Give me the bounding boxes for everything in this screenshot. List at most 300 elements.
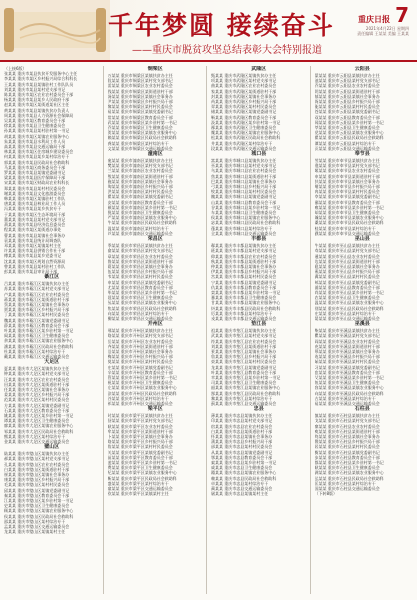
text-line: 俞某某 重庆市荣昌区某村党支部书记 (107, 248, 173, 254)
text-line: 靳某某 重庆市梁平区民政局社会救助科 (107, 475, 177, 481)
text-line: 潘某某 重庆市綦江区民政局社会救助科 (4, 343, 74, 349)
text-line: 严某某 重庆市潼南区某镇农业服务中心 (107, 215, 177, 221)
text-line: 仰某某 重庆市丰都县农业农村委员会 (211, 253, 277, 259)
text-line: 慎某某 重庆市石柱县某镇扶贫办主任 (314, 413, 380, 419)
section-heading: 巫山县 (354, 236, 370, 243)
text-line: 石某某 重庆市大足区教育委员会干部 (4, 407, 70, 413)
text-line: 殷某某 重庆市潼南区某街道驻村干部 (107, 173, 173, 179)
text-line: 池某某 重庆市云阳县某村党支部书记 (314, 78, 380, 84)
column-2 (108, 66, 208, 594)
text-line: 焦某某 重庆市荣昌区民政局社会救助科 (107, 305, 177, 311)
text-line: 茹某某 重庆市巫溪县某村村民委员会 (314, 359, 380, 365)
text-line: 丁某某 重庆市綦江区某村村民委员会 (4, 312, 70, 318)
text-line: 雍某某 重庆市奉节县某乡驻村第一书记 (314, 204, 384, 210)
text-line: 芦某某 重庆市潼南区交通运输委员会 (107, 230, 173, 236)
text-line: 汲某某 重庆市武隆区某乡驻村第一书记 (211, 119, 281, 125)
text-line: 龚某某 重庆市铜梁区某村综治专干 (107, 140, 169, 146)
text-line: 翟某某 重庆市潼南区某镇党委副书记 (107, 194, 173, 200)
text-line: 童某某 重庆市梁平区交通运输委员会 (107, 486, 173, 492)
text-line: 牛某某 重庆市潼南区民政局社会救助科 (107, 220, 177, 226)
text-line: 陶某某 重庆市潼南区乡村振兴局干部 (107, 184, 173, 190)
text-line: 万某某 重庆市铜梁区某镇扶贫办主任 (107, 73, 173, 78)
text-line: 沿某某 重庆市开州区某镇社会事务办 (107, 348, 173, 354)
text-line: 时某某 重庆市梁平区某镇扶贫办主任 (107, 413, 173, 419)
text-line: 咸某某 重庆市忠县卫生健康委员会 (211, 465, 273, 471)
text-line: 厉某某 重庆市丰都县某村综治专干 (211, 310, 273, 316)
text-line: 能某某 重庆市云阳县某村村民委员会 (314, 104, 380, 110)
text-line: 廖某某 重庆市大足区某镇农业服务中心 (4, 423, 74, 429)
text-line: 傅某某 重庆市某县某乡党委书记 (4, 253, 62, 259)
text-line: 戎某某 重庆市丰都县交通运输委员会 (211, 315, 277, 321)
text-line: 冉某某 重庆市奉节县某村村民委员会 (314, 189, 380, 195)
text-line: 弓某某 重庆市城口县乡村振兴局干部 (211, 184, 277, 190)
column-3 (211, 66, 311, 594)
text-line: 顾某某 重庆市璧山区某镇农业服务中心 (4, 508, 74, 514)
text-line: 羿某某 重庆市武隆区某村村民委员会 (211, 104, 277, 110)
text-line: 金某某 重庆市大足区交通运输委员会 (4, 439, 70, 445)
text-line: 印某某 重庆市忠县某村党支部书记 (211, 418, 273, 424)
text-line: 谷某某 重庆市开州区某村综治专干 (107, 395, 169, 401)
text-line: 暴某某 重庆市丰都县卫生健康委员会 (211, 295, 277, 301)
text-line: 郜某某 重庆市垫江县民政局社会救助科 (211, 390, 281, 396)
text-line: 齐某某 重庆市开州区某街道驻村干部 (107, 343, 173, 349)
text-line: 李某某 重庆市某区乡村振兴局综合科科长 (4, 76, 78, 82)
text-line: 全某某 重庆市城口县交通运输委员会 (211, 230, 277, 236)
text-line: 宰某某 重庆市奉节县某镇党委副书记 (314, 194, 380, 200)
text-line: 屠某某 重庆市忠县某镇某村主任 (211, 491, 269, 497)
section-heading: 武隆区 (251, 66, 267, 72)
text-line: 瞿某某 重庆市巫溪县某村党支部书记 (314, 333, 380, 339)
text-line: 郭某某 重庆市某县民政局社会救助科 (4, 159, 70, 165)
text-line: 史某某 重庆市璧山区卫生健康委员会 (4, 503, 70, 509)
text-line: 冀某某 重庆市巫山县某村村民委员会 (314, 274, 380, 280)
scroll-decoration-icon (0, 0, 110, 60)
text-line: 祝某某 重庆市开州区卫生健康委员会 (107, 380, 173, 386)
text-line: 易某某 重庆市巫溪县交通运输委员会 (314, 400, 380, 406)
text-line: 贡某某 重庆市云阳县交通运输委员会 (314, 145, 380, 151)
text-line: 蒋某某 重庆市綦江区某街道驻村干部 (4, 296, 70, 302)
text-line: 邴某某 重庆市武隆区卫生健康委员会 (211, 125, 277, 131)
text-line: 纪某某 重庆市梁平区某镇农业服务中心 (107, 470, 177, 476)
text-line: 邢某某 重庆市开州区某镇扶贫办主任 (107, 328, 173, 334)
text-line: 巴某某 重庆市城口县某镇社会事务办 (211, 178, 277, 184)
text-line: 古某某 重庆市巫溪县某村综治专干 (314, 395, 376, 401)
text-line: 易某某 重庆市铜梁区某镇党委副书记 (107, 109, 173, 115)
text-line: 尹某某 重庆市铜梁区乡村振兴局干部 (107, 99, 173, 105)
text-line: 晏某某 重庆市巫山县交通运输委员会 (314, 315, 380, 321)
text-line: 刘某某 重庆市某县某村党支部书记 (4, 86, 66, 92)
text-line: 左某某 重庆市开州区某镇农业服务中心 (107, 385, 177, 391)
text-line: 夏某某 重庆市大足区某镇扶贫办主任 (4, 366, 70, 372)
text-line: 农某某 重庆市巫山县卫生健康委员会 (314, 295, 380, 301)
text-line: 蔡某某 重庆市綦江区某镇社会事务办 (4, 301, 70, 307)
text-line: 吕某某 重庆市綦江区某镇扶贫办主任 (4, 281, 70, 287)
text-line: 甘某某 重庆市丰都县某镇农业服务中心 (211, 300, 281, 306)
text-line: 周某某 重庆市某县人力资源社会保障局 (4, 112, 74, 118)
text-line: 束某某 重庆市垫江县某村村民委员会 (211, 359, 277, 365)
article-columns (4, 66, 413, 594)
text-line: 刘某某 重庆市垫江县某街道驻村干部 (211, 343, 277, 349)
text-line: 都某某 重庆市石柱县某乡驻村第一书记 (314, 460, 384, 466)
text-line: 吴某某 重庆市某区教育委员会干部 (4, 118, 66, 124)
text-line: 费某某 重庆市梁平区卫生健康委员会 (107, 465, 173, 471)
text-line: 秦某某 重庆市璧山区教育委员会干部 (4, 492, 70, 498)
text-line: 向某某 重庆市巫溪县民政局社会救助科 (314, 390, 384, 396)
text-line: 乌某某 重庆市城口县农业农村委员会 (211, 168, 277, 174)
text-line: 温某某 重庆市巫山县某镇农业服务中心 (314, 300, 384, 306)
text-line: （上接6版） (4, 66, 27, 71)
text-line: 韦某某 重庆市荣昌区某村村民委员会 (107, 274, 173, 280)
text-line: 卜某某 重庆市梁平区某镇社会事务办 (107, 434, 173, 439)
text-line: 唐某某 重庆市某县林业局工作人员 (4, 201, 66, 207)
text-line: 谢某某 重庆市某县文化旅游委员会 (4, 190, 66, 196)
text-line: 季某某 重庆市荣昌区某镇扶贫办主任 (107, 243, 173, 249)
text-line: 柳某某 重庆市荣昌区交通运输委员会 (107, 315, 173, 321)
text-line: 赵某某 重庆市某区某街道某社区主任 (4, 102, 70, 108)
text-line: 胥某某 重庆市云阳县乡村振兴局干部 (314, 99, 380, 105)
text-line: 景某某 重庆市垫江县某镇社会事务办 (211, 348, 277, 354)
text-line: 连某某 重庆市巫溪县乡村振兴局干部 (314, 354, 380, 360)
text-line: 满某某 重庆市石柱县某镇农业服务中心 (314, 470, 384, 476)
text-line: 仇某某 重庆市丰都县教育委员会干部 (211, 284, 277, 290)
text-line: 段某某 重庆市铜梁区某村党支部书记 (107, 78, 173, 84)
page-header (0, 0, 417, 62)
text-line: 司某某 重庆市垫江县卫生健康委员会 (211, 380, 277, 386)
text-line: 苍某某 重庆市云阳县某镇党委副书记 (314, 109, 380, 115)
text-line: 卓某某 重庆市忠县某村综治专干 (211, 480, 269, 486)
column-1 (4, 66, 104, 594)
text-line: 何某某 重庆市某县某乡某村综治专干 (4, 154, 70, 160)
text-line: 松某某 重庆市武隆区民政局社会救助科 (211, 135, 281, 141)
text-line: 桑某某 重庆市奉节县民政局社会救助科 (314, 220, 384, 226)
text-line: 许某某 重庆市某县供销合作社干部 (4, 248, 66, 254)
text-line: 向某某 重庆市荣昌区某村综治专干 (107, 310, 169, 316)
text-line: 弘某某 重庆市石柱县民政局社会救助科 (314, 475, 384, 481)
section-heading: 开州区 (147, 321, 163, 328)
text-line: 萧某某 重庆市某县经济信息委员会 (4, 222, 66, 228)
text-line: 党某某 重庆市云阳县某镇农业服务中心 (314, 130, 384, 136)
text-line: 白某某 重庆市璧山区某街道驻村干部 (4, 466, 70, 472)
text-line: 白某某 重庆市忠县某街道驻村干部 (211, 428, 273, 434)
text-line: 庾某某 重庆市石柱县某街道驻村干部 (314, 428, 380, 434)
text-line: 毛某某 重庆市璧山区某村村民委员会 (4, 482, 70, 488)
text-line: 郝某某 重庆市璧山区某村党支部书记 (4, 456, 70, 462)
text-line: 钭某某 重庆市丰都县民政局社会救助科 (211, 305, 281, 311)
text-line: 涂某某 重庆市开州区民政局社会救助科 (107, 390, 177, 396)
newspaper-name: 重庆日报 (357, 15, 390, 24)
text-line: 欧某某 重庆市梁平区某镇某村主任 (107, 491, 169, 497)
text-line: 谭某某 重庆市云阳县某村综治专干 (314, 140, 376, 146)
text-line: 辛某某 重庆市开州区教育委员会干部 (107, 369, 173, 375)
text-line: 扶某某 重庆市奉节县某镇社会事务办 (314, 178, 380, 184)
section-heading: 云阳县 (354, 66, 370, 72)
text-line: 山某某 重庆市城口县教育委员会干部 (211, 199, 277, 205)
text-line: 鲁某某 重庆市荣昌区某街道驻村干部 (107, 258, 173, 264)
text-line: 凌某某 重庆市梁平区某乡驻村第一书记 (107, 460, 177, 466)
text-line: 扈某某 重庆市巫山县某镇社会事务办 (314, 263, 380, 269)
text-line: 孟某某 重庆市璧山区交通运输委员会 (4, 524, 70, 530)
text-line: 钟某某 重庆市大足区某村党支部书记 (4, 371, 70, 377)
text-line: 糜某某 重庆市武隆区某镇农业服务中心 (211, 130, 281, 136)
text-line: 熊某某 重庆市大足区某村综治专干 (4, 433, 66, 439)
text-line: 宿某某 重庆市忠县农业农村委员会 (211, 423, 273, 429)
text-line: 莫某某 重庆市开州区某村村民委员会 (107, 359, 173, 365)
text-line: 甄某某 重庆市武隆区某镇扶贫办主任 (211, 73, 277, 78)
text-line: 翟某某 重庆市云阳县民政局社会救助科 (314, 135, 384, 141)
text-line: 梁某某 重庆市某县医疗保障局干部 (4, 175, 66, 181)
text-line: 终某某 重庆市石柱县某镇社会事务办 (314, 434, 380, 439)
text-line: 方某某 重庆市大足区某镇党委副书记 (4, 402, 70, 408)
text-line: 从某某 重庆市忠县某镇党委副书记 (211, 449, 273, 455)
text-line: 蒲某某 重庆市忠县乡村振兴局干部 (211, 439, 273, 445)
text-line: 于某某 重庆市某区生态环境局干部 (4, 211, 66, 217)
text-line: 曲某某 重庆市武隆区农业农村委员会 (211, 83, 277, 89)
text-line: 沈某某 重庆市某区规划自然资源局 (4, 258, 66, 264)
text-line: 车某某 重庆市城口县卫生健康委员会 (211, 210, 277, 216)
text-line: 路某某 重庆市梁平区乡村振兴局干部 (107, 439, 173, 445)
text-line: 巫某某 重庆市城口县某村党支部书记 (211, 163, 277, 169)
text-line: 牛某某 重庆市巫山县某镇扶贫办主任 (314, 243, 380, 249)
section-heading: 铜梁区 (147, 66, 163, 72)
section-heading: 巫溪县 (354, 321, 370, 328)
text-line: 郁某某 重庆市云阳县某镇社会事务办 (314, 93, 380, 99)
text-line: 双某某 重庆市云阳县教育委员会干部 (314, 114, 380, 120)
text-line: 谷某某 重庆市城口县某乡驻村第一书记 (211, 204, 281, 210)
text-line: 蓬某某 重庆市城口县某村综治专干 (211, 225, 273, 231)
text-line: 赖某某 重庆市铜梁区民政局社会救助科 (107, 135, 177, 141)
text-line: 章某某 重庆市荣昌区农业农村委员会 (107, 253, 173, 259)
text-line: 乔某某 重庆市云阳县农业农村委员会 (314, 83, 380, 89)
text-line: 艾某某 重庆市巫溪县某乡驻村第一书记 (314, 374, 384, 380)
text-line: 耿某某 重庆市石柱县卫生健康委员会 (314, 465, 380, 471)
text-line: 武某某 重庆市垫江县某村党支部书记 (211, 333, 277, 339)
page-meta-date: 2021年4月22日 星期四 (365, 26, 409, 31)
text-line: 阎某某 重庆市綦江区卫生健康委员会 (4, 333, 70, 339)
text-line: 戴某某 重庆市綦江区交通运输委员会 (4, 353, 70, 359)
text-line: 薄某某 重庆市忠县某镇扶贫办主任 (211, 413, 273, 419)
text-line: 岳某某 重庆市开州区农业农村委员会 (107, 338, 173, 344)
text-line: 关某某 重庆市梁平区某镇党委副书记 (107, 449, 173, 455)
text-line: 班某某 重庆市丰都县某村党支部书记 (211, 248, 277, 254)
text-line: 暨某某 重庆市石柱县乡村振兴局干部 (314, 439, 380, 445)
text-line: 陈某某 重庆市某区农业农村委员会干部 (4, 92, 74, 98)
text-line: 王某某 重庆市某县某镇驻村工作队队员 (4, 81, 74, 87)
text-line: 庞某某 重庆市潼南区某镇扶贫办主任 (107, 158, 173, 164)
text-line: 祁某某 重庆市开州区交通运输委员会 (107, 400, 173, 406)
text-line: 伊某某 重庆市丰都县乡村振兴局干部 (211, 269, 277, 275)
text-line: 充某某 重庆市巫溪县某街道驻村干部 (314, 343, 380, 349)
section-heading: 梁平区 (147, 406, 163, 413)
section-heading: 綦江区 (44, 274, 60, 281)
text-line: 项某某 重庆市武隆区某村党支部书记 (211, 78, 277, 84)
text-line: 管某某 重庆市开州区某乡驻村第一书记 (107, 374, 177, 380)
text-line: 邵某某 重庆市璧山区某村综治专干 (4, 518, 66, 524)
text-line: 常某某 重庆市铜梁区教育委员会干部 (107, 114, 173, 120)
text-line: 国某某 重庆市石柱县交通运输委员会 (314, 486, 380, 492)
text-line: 慕某某 重庆市巫溪县某镇社会事务办 (314, 348, 380, 354)
text-line: 蒙某某 重庆市云阳县某镇扶贫办主任 (314, 73, 380, 78)
section-heading: 奉节县 (354, 151, 370, 158)
text-line: 郑某某 重庆市某县某村村民委员会 (4, 185, 66, 191)
text-line: 施某某 重庆市潼南区某镇社会事务办 (107, 178, 173, 184)
text-line: 程某某 重庆市某区某街道办事处 (4, 227, 62, 233)
text-line: 姬某某 重庆市奉节县农业农村委员会 (314, 168, 380, 174)
section-heading: 城口县 (251, 151, 267, 158)
text-line: 叶某某 重庆市綦江区某乡驻村第一书记 (4, 327, 74, 333)
column-4 (315, 66, 414, 594)
text-line: 汤某某 重庆市铜梁区某镇社会事务办 (107, 93, 173, 99)
text-line: 寿某某 重庆市巫山县某村党支部书记 (314, 248, 380, 254)
text-line: 仲某某 重庆市丰都县某镇社会事务办 (211, 263, 277, 269)
text-line: （下转8版） (314, 491, 338, 497)
text-line: 宁某某 重庆市丰都县某镇党委副书记 (211, 279, 277, 285)
text-line: 杜某某 重庆市綦江区某村综治专干 (4, 348, 66, 354)
text-line: 郏某某 重庆市巫山县某镇党委副书记 (314, 279, 380, 285)
text-line: 桂某某 重庆市奉节县某村综治专干 (314, 225, 376, 231)
text-line: 戈某某 重庆市石柱县某村党支部书记 (314, 418, 380, 424)
text-line: 阴某某 重庆市云阳县某街道驻村干部 (314, 88, 380, 94)
text-line: 叶某某 重庆市垫江县教育委员会干部 (211, 369, 277, 375)
text-line: 倪某某 重庆市潼南区卫生健康委员会 (107, 210, 173, 216)
text-line: 祖某某 重庆市垫江县某镇扶贫办主任 (211, 328, 277, 334)
text-line: 梅某某 重庆市开州区乡村振兴局干部 (107, 354, 173, 360)
text-line: 贾某某 重庆市綦江区乡村振兴局干部 (4, 307, 70, 313)
text-line: 钱某某 重庆市铜梁区某街道驻村干部 (107, 88, 173, 94)
text-line: 冯某某 重庆市某县某乡扶贫专干 (4, 206, 62, 212)
text-line: 兰某某 重庆市潼南区农业农村委员会 (107, 168, 173, 174)
text-line: 蓟某某 重庆市垫江县交通运输委员会 (211, 400, 277, 406)
text-line: 苗某某 重庆市梁平区教育委员会干部 (107, 454, 173, 460)
text-line: 龙某某 重庆市垫江县某镇党委副书记 (211, 364, 277, 370)
text-line: 余某某 重庆市綦江区某镇农业服务中心 (4, 338, 74, 344)
text-line: 劳某某 重庆市奉节县某镇扶贫办主任 (314, 158, 380, 164)
text-line: 卢某某 重庆市綦江区农业农村委员会 (4, 291, 70, 297)
text-line: 任某某 重庆市大足区某镇社会事务办 (4, 386, 70, 392)
text-line: 黎某某 重庆市铜梁区某村村民委员会 (107, 104, 173, 110)
text-line: 耿某某 重庆市梁平区农业农村委员会 (107, 423, 173, 429)
section-heading: 丰都县 (251, 236, 267, 243)
text-line: 龙某某 重庆市璧山区某镇某村主任 (4, 529, 66, 535)
text-line: 袁某某 重庆市某县统计局调查队 (4, 237, 62, 243)
text-line: 浦某某 重庆市巫山县教育委员会干部 (314, 284, 380, 290)
text-line: 衡某某 重庆市石柱县某镇党委副书记 (314, 449, 380, 455)
text-line: 却某某 重庆市奉节县卫生健康委员会 (314, 210, 380, 216)
text-line: 谭某某 重庆市大足区卫生健康委员会 (4, 418, 70, 424)
text-line: 崔某某 重庆市璧山区某镇社会事务办 (4, 472, 70, 478)
text-line: 姜某某 重庆市大足区乡村振兴局干部 (4, 392, 70, 398)
text-line: 边某某 重庆市巫山县某街道驻村干部 (314, 258, 380, 264)
text-line: 莘某某 重庆市云阳县卫生健康委员会 (314, 125, 380, 131)
text-line: 家某某 重庆市武隆区某街道驻村干部 (211, 88, 277, 94)
text-line: 董某某 重庆市某县某村党支部书记 (4, 216, 66, 222)
page-info (357, 3, 409, 36)
text-line: 韶某某 重庆市垫江县某镇农业服务中心 (211, 385, 281, 391)
text-line: 申某某 重庆市荣昌区某镇党委副书记 (107, 279, 173, 285)
text-line: 宓某某 重庆市城口县民政局社会救助科 (211, 220, 281, 226)
section-heading: 璧山区 (44, 444, 60, 451)
text-line: 温某某 重庆市潼南区某村综治专干 (107, 225, 169, 231)
text-line: 储某某 重庆市武隆区某镇党委副书记 (211, 109, 277, 115)
text-line: 罗某某 重庆市某县某镇党委副书记 (4, 170, 66, 176)
text-line: 鱼某某 重庆市巫溪县卫生健康委员会 (314, 380, 380, 386)
text-line: 侯某某 重庆市璧山区民政局社会救助科 (4, 513, 74, 519)
section-heading: 石柱县 (354, 406, 370, 413)
page-title: 千年梦圆 接续奋斗 (108, 11, 335, 40)
text-line: 马某某 重庆市某区商务委员会干部 (4, 164, 66, 170)
text-line: 郦某某 重庆市奉节县教育委员会干部 (314, 199, 380, 205)
text-line: 牧某某 重庆市城口县某村村民委员会 (211, 189, 277, 195)
text-line: 步某某 重庆市石柱县教育委员会干部 (314, 454, 380, 460)
text-line: 邓某某 重庆市某区某镇某村主任 (4, 242, 62, 248)
page-number: 7 (395, 3, 409, 27)
text-line: 路某某 重庆市开州区某村党支部书记 (107, 333, 173, 339)
text-line: 富某某 重庆市城口县某镇扶贫办主任 (211, 158, 277, 164)
text-line: 毕某某 重庆市荣昌区某乡驻村第一书记 (107, 289, 177, 295)
text-line: 姚某某 重庆市大足区某乡驻村第一书记 (4, 413, 74, 418)
section-heading: 垫江县 (251, 321, 267, 328)
text-line: 安某某 重庆市潼南区教育委员会干部 (107, 199, 173, 205)
text-line: 彭某某 重庆市某县审计局干部 (4, 268, 58, 274)
text-line: 蔺某某 重庆市忠县交通运输委员会 (211, 486, 273, 492)
text-line: 薛某某 重庆市綦江区教育委员会干部 (4, 322, 70, 328)
text-line: 伍某某 重庆市荣昌区乡村振兴局干部 (107, 269, 173, 275)
text-line: 曹某某 重庆市某县某镇社会事务办 (4, 232, 66, 238)
text-line: 樊某某 重庆市潼南区某村党支部书记 (107, 163, 173, 169)
text-line: 籍某某 重庆市忠县某镇农业服务中心 (211, 470, 277, 476)
text-line: 宋某某 重庆市某区财政局农业科科长 (4, 180, 70, 186)
text-line: 焦某某 重庆市城口县某街道驻村干部 (211, 173, 277, 179)
text-line: 侯某某 重庆市城口县某镇农业服务中心 (211, 215, 281, 221)
text-line: 丛某某 重庆市荣昌区某镇农业服务中心 (107, 300, 177, 306)
text-line: 居某某 重庆市石柱县某村村民委员会 (314, 444, 380, 450)
text-line: 郗某某 重庆市丰都县某镇扶贫办主任 (211, 243, 277, 249)
text-line: 幸某某 重庆市垫江县某乡驻村第一书记 (211, 374, 281, 380)
text-line: 詹某某 重庆市垫江县乡村振兴局干部 (211, 354, 277, 360)
text-line: 颜某某 重庆市潼南区某乡驻村第一书记 (107, 204, 177, 210)
text-line: 符某某 重庆市垫江县农业农村委员会 (211, 338, 277, 344)
text-line: 徐某某 重庆市某县卫生健康委员会 (4, 123, 66, 129)
section-heading: 荣昌区 (147, 236, 163, 243)
text-line: 乔某某 重庆市铜梁区卫生健康委员会 (107, 125, 173, 131)
text-line: 高某某 重庆市某县交通运输局干部 (4, 144, 66, 150)
text-line: 尤某某 重庆市荣昌区教育委员会干部 (107, 284, 173, 290)
text-line: 魏某某 重庆市綦江区某镇党委副书记 (4, 317, 70, 323)
text-line: 陆某某 重庆市璧山区某镇扶贫办主任 (4, 451, 70, 457)
text-line: 濮某某 重庆市奉节县交通运输委员会 (314, 230, 380, 236)
text-line: 胡某某 重庆市某区某镇农业服务中心 (4, 133, 70, 139)
text-line: 洪某某 重庆市潼南区某村村民委员会 (107, 189, 173, 195)
text-line: 宫某某 重庆市丰都县某村村民委员会 (211, 274, 277, 280)
text-line: 江某某 重庆市璧山区某乡驻村第一书记 (4, 498, 74, 504)
section-heading: 大足区 (44, 359, 60, 366)
text-line: 段某某 重庆市武隆区交通运输委员会 (211, 145, 277, 151)
text-line: 杨某某 重庆市某县某乡人民政府干部 (4, 97, 70, 103)
text-line: 索某某 重庆市忠县某乡驻村第一书记 (211, 460, 277, 466)
text-line: 黎某某 重庆市垫江县某村综治专干 (211, 395, 273, 401)
text-line: 孔某某 重庆市璧山区农业农村委员会 (4, 461, 70, 467)
text-line: 邱某某 重庆市璧山区某镇党委副书记 (4, 487, 70, 493)
text-line: 封某某 重庆市武隆区某镇社会事务办 (211, 93, 277, 99)
text-line: 康某某 重庆市璧山区乡村振兴局干部 (4, 477, 70, 483)
text-line: 隗某某 重庆市城口县某镇党委副书记 (211, 194, 277, 200)
text-line: 璩某某 重庆市奉节县某镇农业服务中心 (314, 215, 384, 221)
text-line: 庄某某 重庆市巫山县某村综治专干 (314, 310, 376, 316)
text-line: 鄂某某 重庆市忠县教育委员会干部 (211, 454, 273, 460)
text-line: 堵某某 重庆市奉节县乡村振兴局干部 (314, 184, 380, 190)
text-line: 张某某 重庆市某县扶贫开发服务中心主任 (4, 71, 78, 77)
text-line: 廖某某 重庆市石柱县农业农村委员会 (314, 423, 380, 429)
text-line: 苏某某 重庆市綦江区某村党支部书记 (4, 286, 70, 292)
